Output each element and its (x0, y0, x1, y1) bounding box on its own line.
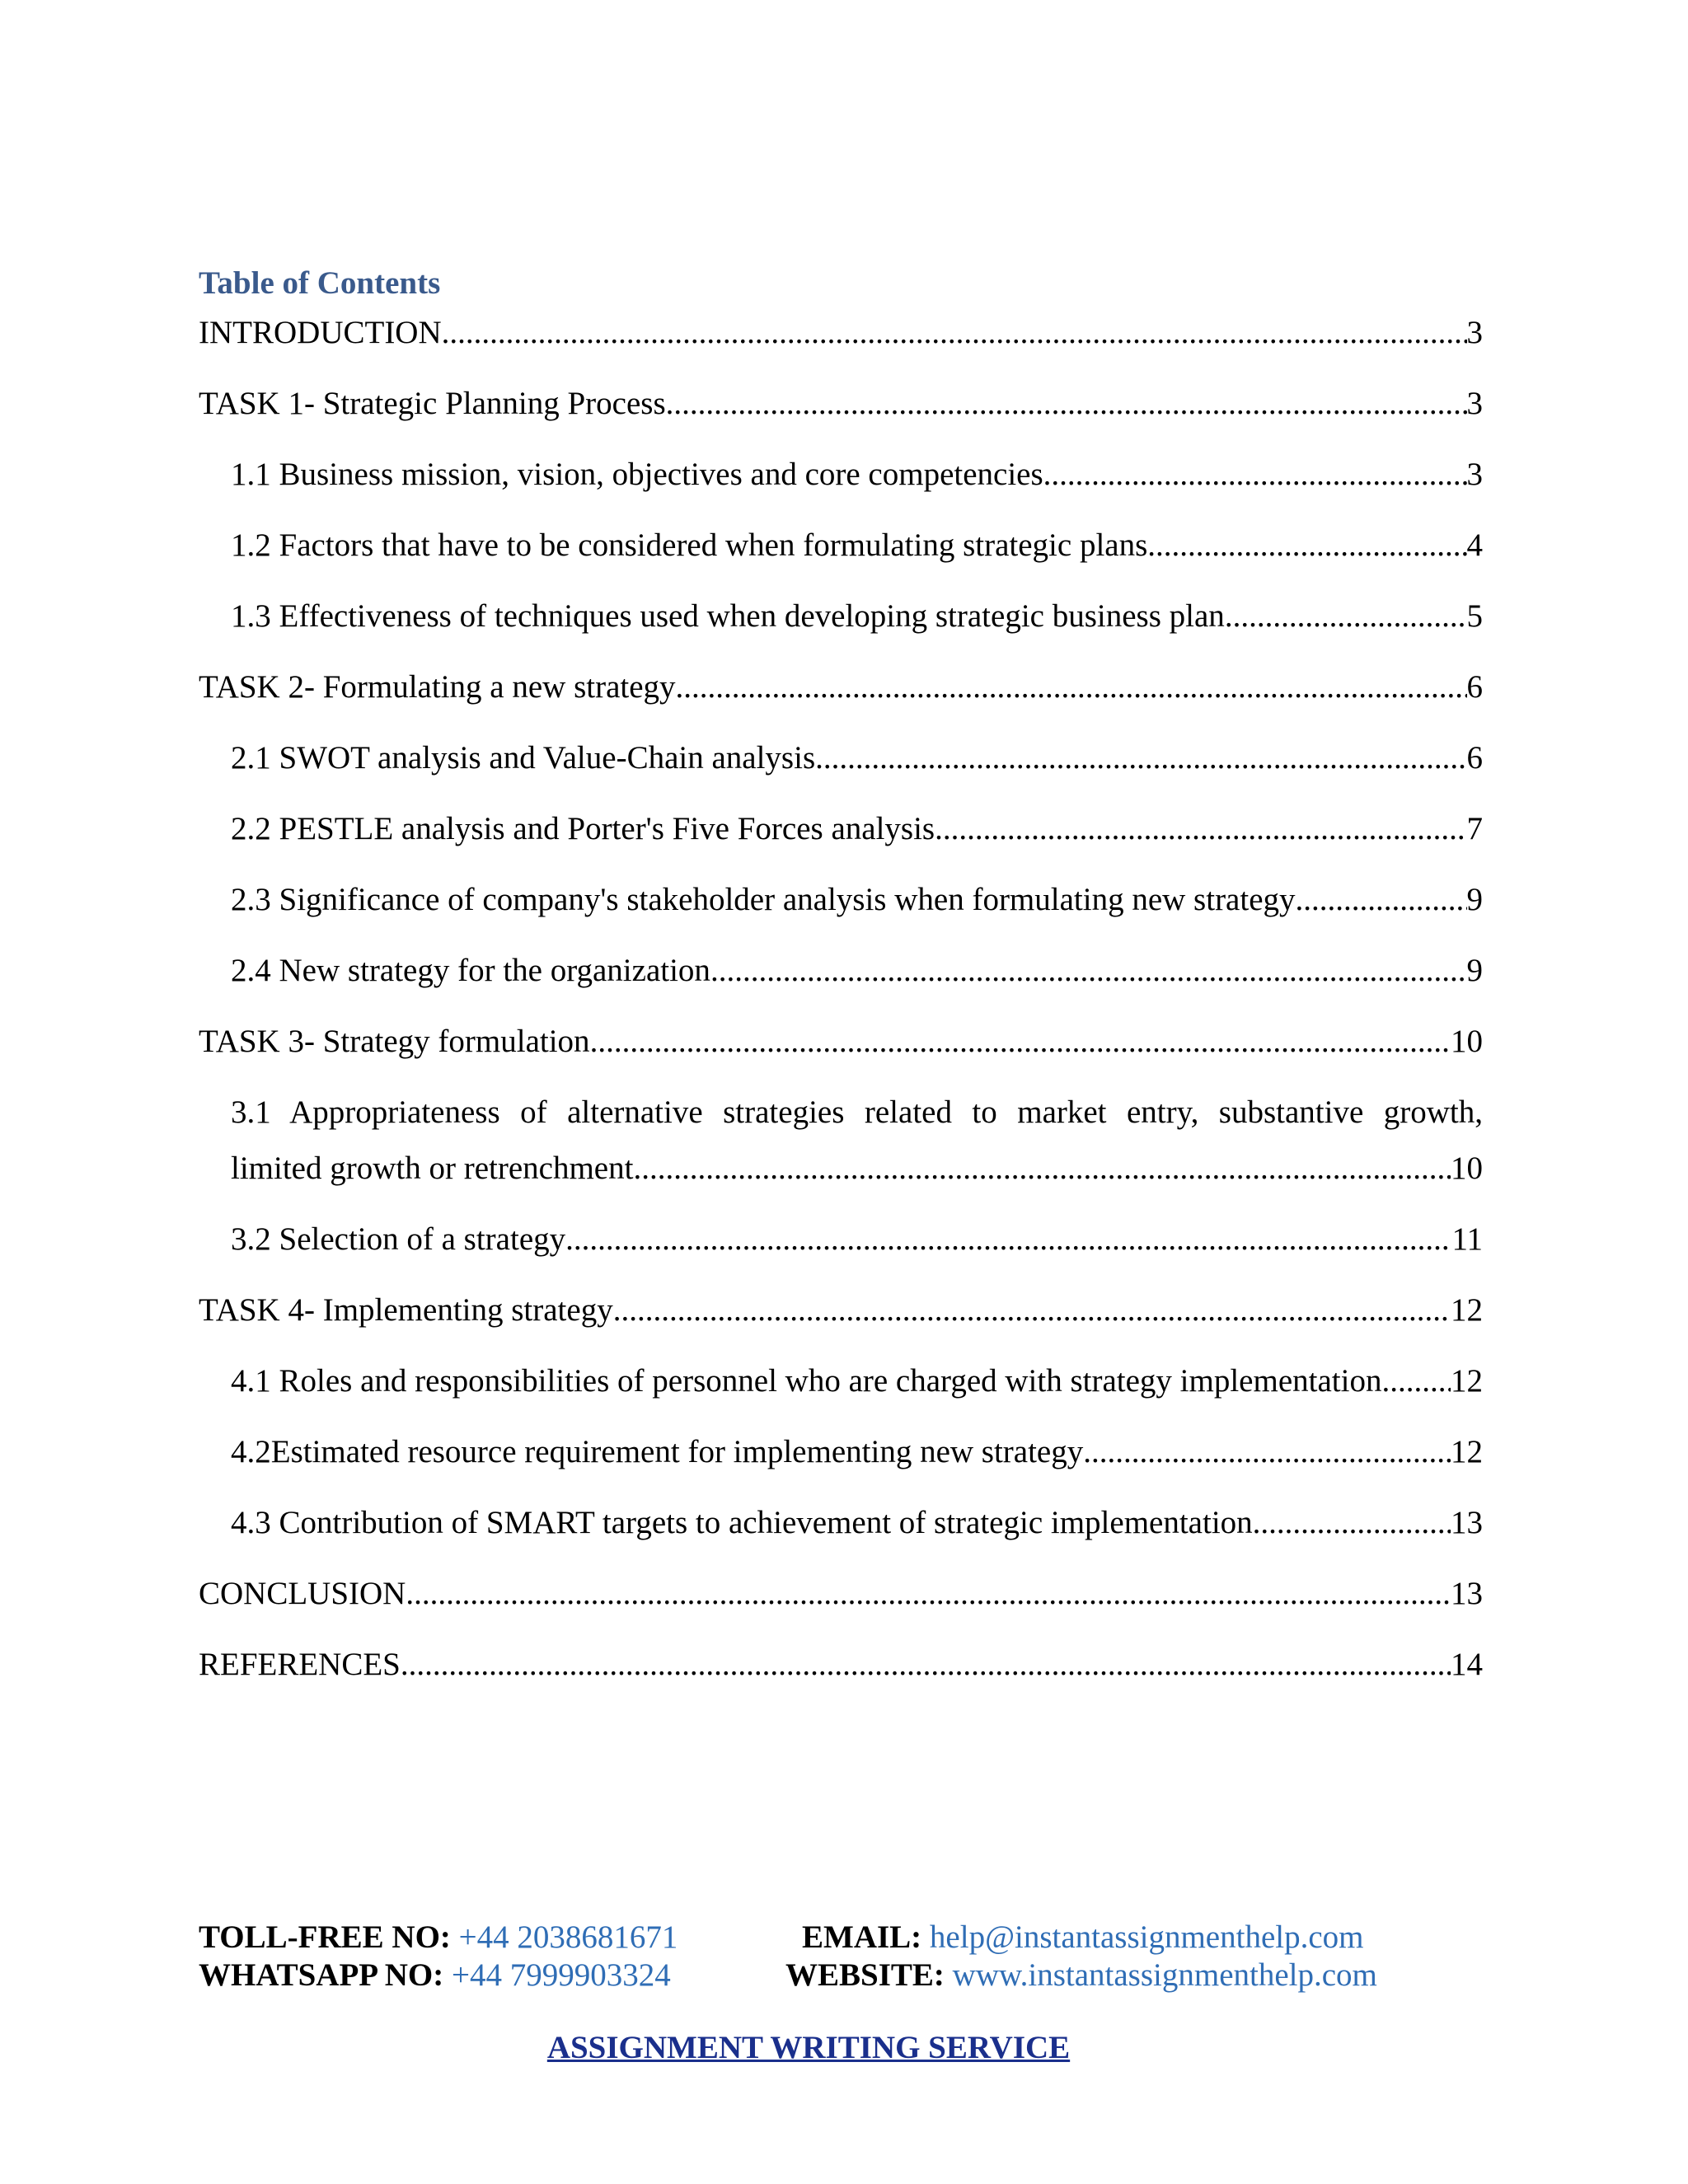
toc-entry-page: 12 (1451, 1434, 1483, 1469)
toc-entry-2-2[interactable] (199, 801, 1483, 857)
toc-entry-3-2[interactable] (199, 1212, 1483, 1268)
website-label: WEBSITE: (785, 1957, 945, 1993)
toc-leader-dots (406, 1566, 1451, 1622)
toc-entry-page: 13 (1451, 1505, 1483, 1540)
toc-entry-page: 9 (1466, 882, 1483, 917)
toc-entry-page: 12 (1451, 1363, 1483, 1399)
toc-entry-page: 3 (1466, 386, 1483, 421)
toc-entry-page: 13 (1451, 1576, 1483, 1611)
toc-entry-label: 3.2 Selection of a strategy (231, 1221, 566, 1257)
toc-entry-page: 10 (1451, 1024, 1483, 1059)
toc-entry-label: 2.2 PESTLE analysis and Porter's Five Forces analysis (231, 811, 935, 846)
toc-entry-task-2[interactable] (199, 659, 1483, 715)
toc-entry-label: 1.2 Factors that have to be considered when formulating strategic plans (231, 527, 1148, 563)
toc-entry-1-3[interactable] (199, 588, 1483, 644)
toc-entry-label: 4.3 Contribution of SMART targets to achievement of strategic implementation (231, 1505, 1253, 1540)
toc-leader-dots (666, 376, 1467, 432)
toc-leader-dots (633, 1141, 1451, 1197)
toc-entry-page: 6 (1466, 669, 1483, 705)
website-block (785, 1957, 1377, 1994)
toc-leader-dots (442, 305, 1467, 361)
email-link[interactable]: help@instantassignmenthelp.com (929, 1919, 1364, 1955)
toc-leader-dots (401, 1637, 1451, 1693)
toc-entry-task-4[interactable] (199, 1282, 1483, 1338)
toc-entry-page: 9 (1466, 953, 1483, 988)
toc-entry-conclusion[interactable] (199, 1566, 1483, 1622)
toc-title: Table of Contents (199, 265, 441, 301)
toc-entry-label: TASK 1- Strategic Planning Process (199, 386, 666, 421)
toc-entry-page: 3 (1466, 315, 1483, 350)
toc-entry-label: INTRODUCTION (199, 315, 442, 350)
toc-entry-introduction[interactable] (199, 305, 1483, 361)
toc-entry-label: TASK 4- Implementing strategy (199, 1292, 613, 1328)
toc-entry-page: 4 (1466, 527, 1483, 563)
footer-row-2 (199, 1957, 1484, 1994)
toc-entry-page: 10 (1451, 1151, 1483, 1186)
toc-leader-dots (935, 801, 1466, 857)
toc-entry-page: 12 (1451, 1292, 1483, 1328)
toc-leader-dots (1381, 1353, 1451, 1409)
toc-entry-references[interactable] (199, 1637, 1483, 1693)
toc-leader-dots (613, 1282, 1451, 1338)
assignment-writing-service-link[interactable]: ASSIGNMENT WRITING SERVICE (546, 2030, 1071, 2065)
toc-leader-dots (710, 943, 1467, 999)
toc-entry-page: 6 (1466, 740, 1483, 776)
toc-entry-label: TASK 2- Formulating a new strategy (199, 669, 676, 705)
toc-entry-label: 2.4 New strategy for the organization (231, 953, 710, 988)
toc-entry-4-1[interactable] (199, 1353, 1483, 1409)
table-of-contents (199, 262, 1483, 1708)
toc-entry-page: 14 (1451, 1647, 1483, 1682)
tollfree-number[interactable]: +44 2038681671 (458, 1919, 678, 1955)
toc-entry-label: 1.3 Effectiveness of techniques used when developing strategic business plan (231, 598, 1225, 634)
toc-entry-3-1[interactable] (199, 1085, 1483, 1197)
toc-leader-dots (1147, 518, 1466, 574)
toc-entry-label: 1.1 Business mission, vision, objectives and core competencies (231, 457, 1043, 492)
toc-leader-dots (815, 730, 1466, 786)
toc-entry-page: 5 (1466, 598, 1483, 634)
toc-leader-dots (1083, 1424, 1451, 1480)
toc-entry-4-3[interactable] (199, 1495, 1483, 1551)
toc-entry-task-1[interactable] (199, 376, 1483, 432)
toc-entry-task-3[interactable] (199, 1014, 1483, 1070)
toc-entry-page: 3 (1466, 457, 1483, 492)
toc-leader-dots (1225, 588, 1467, 644)
toc-leader-dots (590, 1014, 1451, 1070)
toc-leader-dots (1296, 872, 1467, 928)
footer-row-1 (199, 1919, 1484, 1957)
toc-entry-4-2[interactable] (199, 1424, 1483, 1480)
toc-entry-label: 4.1 Roles and responsibilities of personnel who are charged with strategy implementation (231, 1363, 1382, 1399)
tollfree-label: TOLL-FREE NO: (199, 1919, 451, 1955)
toc-entry-label: TASK 3- Strategy formulation (199, 1024, 590, 1059)
toc-entry-page: 7 (1466, 811, 1483, 846)
whatsapp-block (199, 1957, 671, 1994)
website-link[interactable]: www.instantassignmenthelp.com (952, 1957, 1377, 1993)
toc-entry-2-1[interactable] (199, 730, 1483, 786)
toc-entry-label: 2.1 SWOT analysis and Value-Chain analysis (231, 740, 816, 776)
toc-entry-2-4[interactable] (199, 943, 1483, 999)
toc-entry-label: 2.3 Significance of company's stakeholder analysis when formulating new strategy (231, 882, 1296, 917)
toc-entry-label: 4.2Estimated resource requirement for implementing new strategy (231, 1434, 1084, 1469)
toc-entry-1-1[interactable] (199, 447, 1483, 503)
toc-entry-label-line1: 3.1 Appropriateness of alternative strategies related to market entry, substantive growth, (231, 1094, 1483, 1130)
toc-leader-dots (676, 659, 1467, 715)
toc-entry-page: 11 (1451, 1221, 1483, 1257)
email-block (802, 1919, 1364, 1957)
toc-entry-2-3[interactable] (199, 872, 1483, 928)
toc-leader-dots (1253, 1495, 1451, 1551)
contact-footer (199, 1919, 1484, 1994)
toc-entry-label: CONCLUSION (199, 1576, 406, 1611)
toc-entry-label: REFERENCES (199, 1647, 401, 1682)
toc-entry-label: limited growth or retrenchment (231, 1151, 634, 1186)
email-label: EMAIL: (802, 1919, 922, 1955)
toc-leader-dots (1043, 447, 1467, 503)
whatsapp-label: WHATSAPP NO: (199, 1957, 444, 1993)
tollfree-block (199, 1919, 678, 1957)
whatsapp-number[interactable]: +44 7999903324 (451, 1957, 671, 1993)
toc-leader-dots (565, 1212, 1451, 1268)
toc-entry-1-2[interactable] (199, 518, 1483, 574)
